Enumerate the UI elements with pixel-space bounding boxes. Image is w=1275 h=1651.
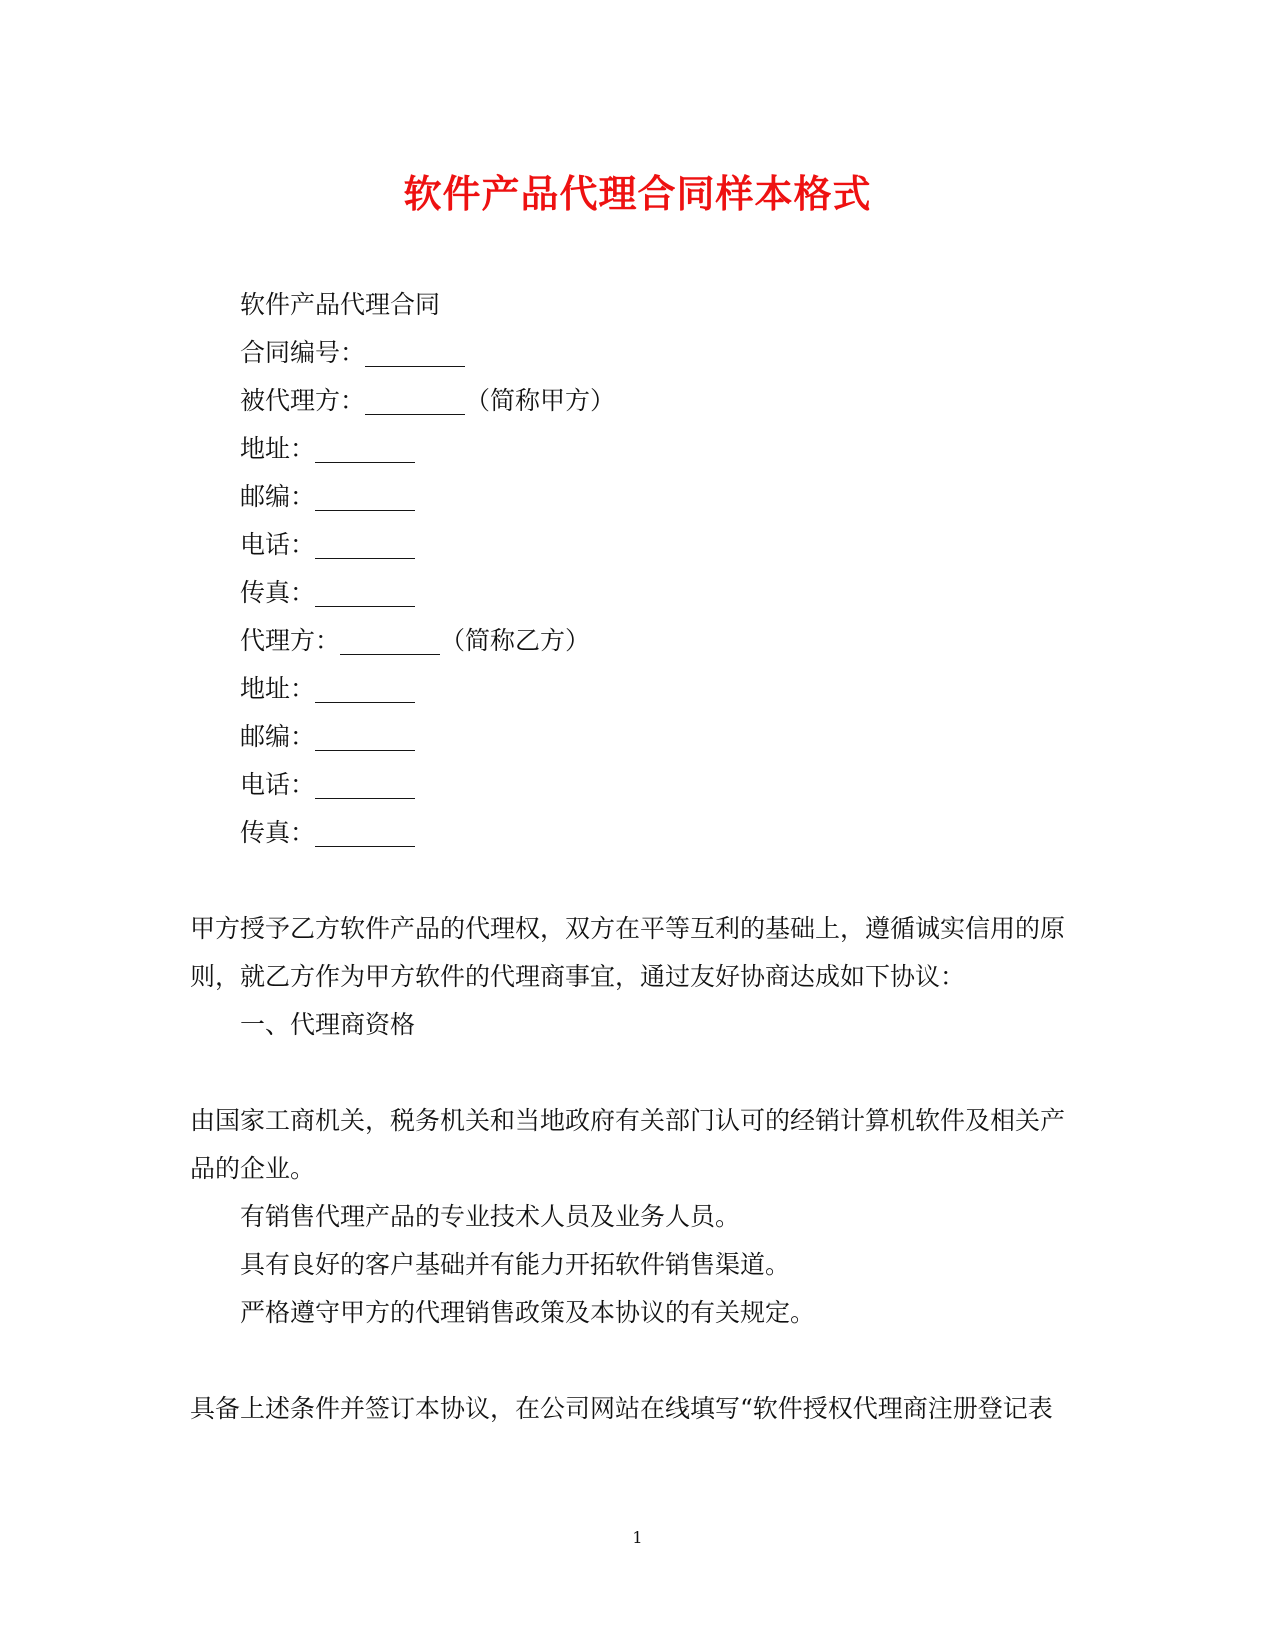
party-a-postcode-line: 邮编：________ [240, 482, 416, 511]
party-b-fax-line: 传真：________ [240, 818, 416, 847]
contract-number-line: 合同编号：________ [240, 338, 466, 367]
party-a-address-line: 地址：________ [240, 434, 416, 463]
party-b-address-line: 地址：________ [240, 674, 416, 703]
paragraph-line: 甲方授予乙方软件产品的代理权，双方在平等互利的基础上，遵循诚实信用的原 [190, 914, 1066, 943]
paragraph-line: 严格遵守甲方的代理销售政策及本协议的有关规定。 [240, 1298, 816, 1327]
section-heading: 一、代理商资格 [240, 1010, 416, 1039]
paragraph-line: 则，就乙方作为甲方软件的代理商事宜，通过友好协商达成如下协议： [190, 962, 966, 991]
party-a-phone-line: 电话：________ [240, 530, 416, 559]
paragraph-line: 品的企业。 [190, 1154, 316, 1183]
party-a-fax-line: 传真：________ [240, 578, 416, 607]
paragraph-line: 有销售代理产品的专业技术人员及业务人员。 [240, 1202, 741, 1231]
party-b-line: 代理方：________（简称乙方） [240, 626, 591, 655]
party-a-line: 被代理方：________（简称甲方） [240, 386, 616, 415]
party-b-phone-line: 电话：________ [240, 770, 416, 799]
paragraph-line: 具有良好的客户基础并有能力开拓软件销售渠道。 [240, 1250, 791, 1279]
page-number: 1 [632, 1528, 643, 1547]
paragraph-line: 具备上述条件并签订本协议，在公司网站在线填写“软件授权代理商注册登记表 [190, 1394, 1053, 1423]
paragraph-line: 由国家工商机关，税务机关和当地政府有关部门认可的经销计算机软件及相关产 [190, 1106, 1066, 1135]
contract-heading: 软件产品代理合同 [240, 290, 441, 319]
party-b-postcode-line: 邮编：________ [240, 722, 416, 751]
document-title: 软件产品代理合同样本格式 [403, 171, 872, 216]
